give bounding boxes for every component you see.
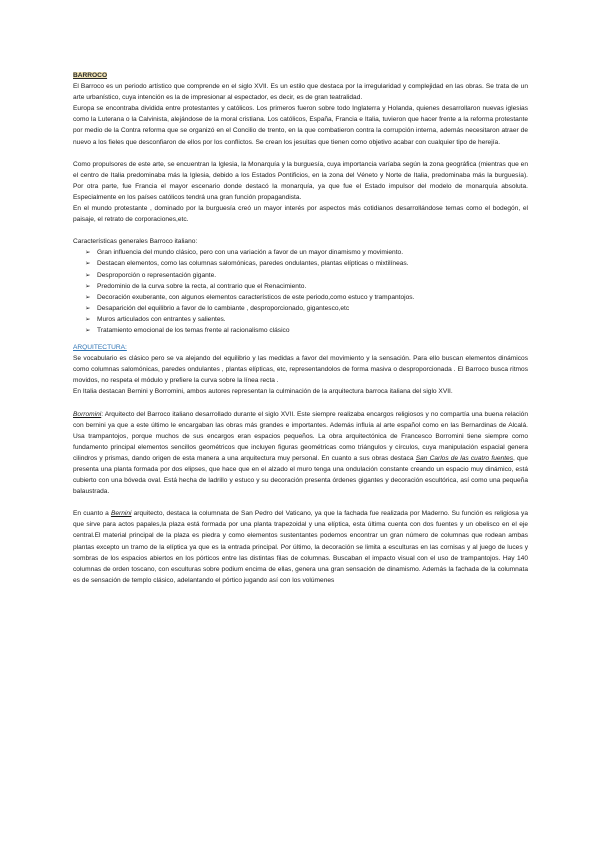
arquitectura-paragraph-1: Se vocabulario es clásico pero se va alejando del equilibrio y las medidas a favor del movimiento y la sensación. Para ello buscan elementos dinámicos como columnas salomónicas, paredes ondulantes , plantas elípticas, etc, representandolos de forma masiva o desproporcionada . El Barroco busca ritmos movidos, no respeta el módulo y prefiere la curva sobre la línea recta . [73,355,528,385]
list-item: ➢ Muros articulados con entrantes y salientes. [85,314,528,325]
intro-paragraph-2: Europa se encontraba dividida entre protestantes y católicos. Los primeros fueron sobre todo Inglaterra y Holanda, quienes desarrollaron nuevas iglesias como la Luterana o la Calvinista, alejándose de la moral cristiana. Los católicos, España, Francia e Italia, tuvieron que hacer frente a la reforma protestante por medio de la Contra reforma que se organizó en el Concilio de trento, en la que combatieron contra la corrupción interna, además necesitaron atraer de nuevo a los fieles que desconfiaron de ellos por los conflictos. Se crean los jesuitas que tienen como objetivo acabar con cualquier tipo de herejía. [73,105,528,146]
list-item: ➢ Destacan elementos, como las columnas salomónicas, paredes ondulantes, plantas elípticas o mixtilíneas. [85,258,528,269]
arrow-bullet-icon: ➢ [85,315,91,323]
document-page [73,70,528,586]
borromini-name: Borromini [73,410,102,418]
promoters-paragraph-1: Como propulsores de este arte, se encuentran la Iglesia, la Monarquía y la burguesía, cuya importancia varíaba según la zona geográfica (mientras que en el centro de Italia predominaba más la Iglesia, debido a los Estados Pontificios, en la zona del Véneto y Norte de Italia, predominaba más la burguesía). Por otra parte, fue Francia el mayor escenario donde destacó la monarquía, ya que fue el Estado impulsor del modelo de monarquía absoluta. Especialmente en los países católicos tendrá una gran función propagandista. [73,160,528,201]
characteristics-list [73,247,528,336]
section-title-arquitectura: ARQUITECTURA: [73,344,127,352]
arquitectura-paragraph-2: En Italia destacan Bernini y Borromini, ambos autores representan la culminación de la arquitectura barroca italiana del siglo XVII. [73,388,453,396]
arrow-bullet-icon: ➢ [85,260,91,268]
arrow-bullet-icon: ➢ [85,249,91,257]
san-carlos-work: San Carlos de las cuatro fuentes [415,454,513,462]
list-item: ➢ Desproporción o representación gigante. [85,270,528,281]
intro-paragraph-1: El Barroco es un periodo artístico que comprende en el siglo XVII. Es un estilo que destaca por la irregularidad y complejidad en las obras. Se trata de un arte urbanístico, cuya intención es la de impresionar al espectador, es decir, es de gran teatralidad. [73,83,528,102]
bernini-name: Bernini [110,510,132,518]
arrow-bullet-icon: ➢ [85,282,91,290]
list-item: ➢ Predominio de la curva sobre la recta, al contrario que el Renacimiento. [85,281,528,292]
list-item: ➢ Decoración exuberante, con algunos elementos característicos de este periodo,como estuco y trampantojos. [85,292,528,303]
arrow-bullet-icon: ➢ [85,271,91,279]
borromini-paragraph: Borromini: Arquitecto del Barroco italiano desarrollado durante el siglo XVII. Este siempre realizaba encargos religiosos y no compartía una buena relación con bernini ya que a este último le encargaban las obras más grandes e importantes. Además influía al arte español como en las Bernardinas de Alcalá. Usa trampantojos, porque muchos de sus encargos eran espacios pequeños. La obra arquitectónica de Francesco Borromini tiene siempre como fundamento principal elementos sencillos geométricos que incluyen figuras geométricas como triángulos y círculos, cuya manipulación espacial genera cilindros y prismas, dando origen de esta manera a una arquitectura muy personal. En cuanto a sus obras destaca San Carlos de las cuatro fuentes, que presenta una planta formada por dos elipses, que hace que en el alzado el muro tenga una ondulación constante creando un espacio muy dinámico, está cubierto con una bóveda oval. Está hecha de ladrillo y estuco y su decoración presenta órdenes gigantes y decoración escultórica, así como una pequeña balaustrada. [73,410,528,496]
list-item: ➢ Gran influencia del mundo clásico, pero con una variación a favor de un mayor dinamismo y movimiento. [85,247,528,258]
list-item: ➢ Desaparición del equilibrio a favor de lo cambiante , desproporcionado, gigantesco,etc [85,303,528,314]
arrow-bullet-icon: ➢ [85,293,91,301]
characteristics-heading: Características generales Barroco italiano: [73,238,198,246]
promoters-paragraph-2: En el mundo protestante , dominado por la burguesía creó un mayor interés por aspectos más cotidianos desarrollándose temas como el bodegón, el paisaje, el retrato de corporaciones,etc. [73,205,528,224]
bernini-paragraph: En cuanto a Bernini arquitecto, destaca la columnata de San Pedro del Vaticano, ya que la fachada fue realizada por Maderno. Su función es religiosa ya que sirve para actos papales,la plaza está formada por una planta trapezoidal y una elíptica, esta última cuenta con dos fuentes y un obelisco en el eje central.El material principal de la plaza es piedra y como elementos sustentantes podemos encontrar un gran número de columnas que rodean ambas plantas excepto un tramo de la elíptica ya que es la entrada principal. Por último, la decoración se limita a esculturas en las cornisas y al juego de luces y sombras de los espacios abiertos en los pórticos entre las distintas filas de columnas. Buscaban el impacto visual con el uso de trampantojos. Hay 140 columnas de orden toscano, con esculturas sobre podium encima de ellas, genera una gran sensación de dinamismo. Además la fachada de la columnata es de sensación de templo clásico, adelantando el pórtico jugando así con los volúmenes [73,510,528,584]
arrow-bullet-icon: ➢ [85,304,91,312]
section-title-barroco: BARROCO [73,72,108,79]
arrow-bullet-icon: ➢ [85,326,91,334]
list-item: ➢ Tratamiento emocional de los temas frente al racionalismo clásico [85,325,528,336]
